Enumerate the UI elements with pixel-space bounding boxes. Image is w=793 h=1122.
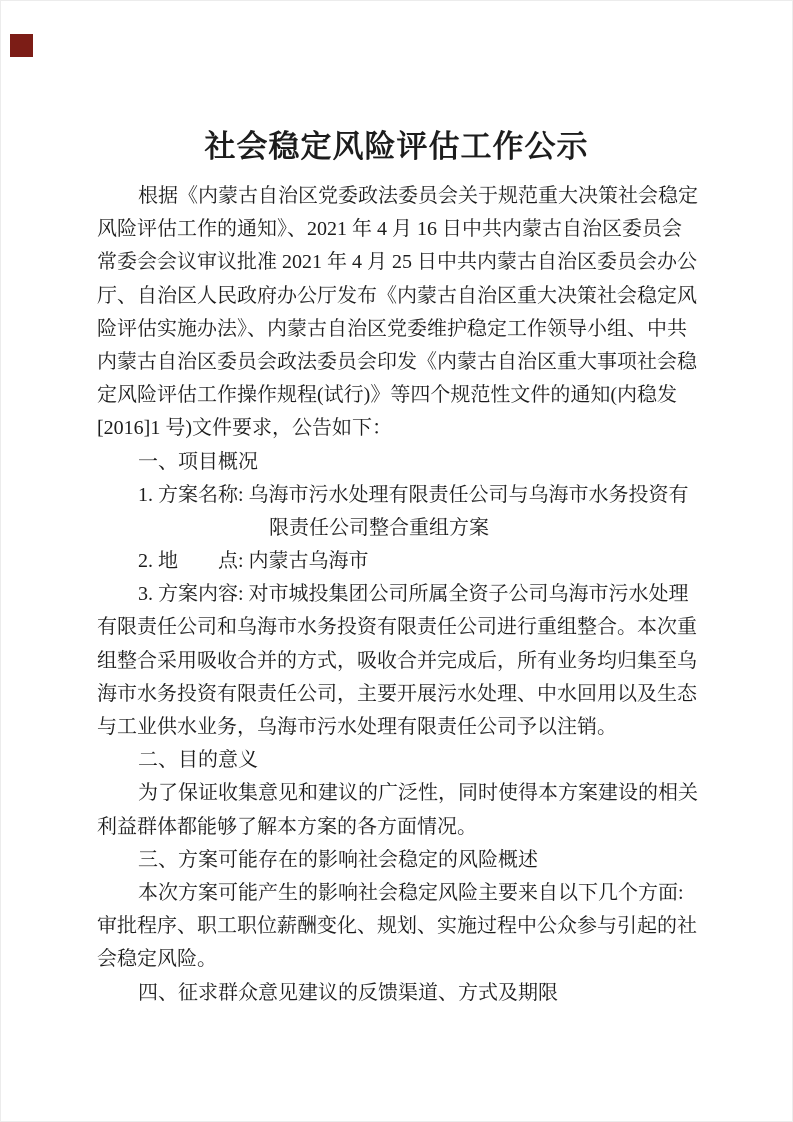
body-line: 会稳定风险。 [97,948,217,971]
body-line: 2. 地 点: 内蒙古乌海市 [138,550,369,573]
body-line: 厅、自治区人民政府办公厅发布《内蒙古自治区重大决策社会稳定风 [97,284,697,307]
body-line: 有限责任公司和乌海市水务投资有限责任公司进行重组整合。本次重 [97,616,697,639]
body-line: 为了保证收集意见和建议的广泛性，同时使得本方案建设的相关 [138,782,698,805]
body-line: 本次方案可能产生的影响社会稳定风险主要来自以下几个方面: [138,881,684,904]
body-line: 风险评估工作的通知》、2021 年 4 月 16 日中共内蒙古自治区委员会 [97,218,682,241]
body-line: 利益群体都能够了解本方案的各方面情况。 [97,815,477,838]
body-line: 根据《内蒙古自治区党委政法委员会关于规范重大决策社会稳定 [138,185,698,207]
body-line: 常委会会议审议批准 2021 年 4 月 25 日中共内蒙古自治区委员会办公 [97,251,697,274]
body-line: 审批程序、职工职位薪酬变化、规划、实施过程中公众参与引起的社 [97,915,697,938]
page-title: 社会稳定风险评估工作公示 [204,128,589,164]
body-line: 定风险评估工作操作规程(试行)》等四个规范性文件的通知(内稳发 [97,384,677,407]
body-line: 内蒙古自治区委员会政法委员会印发《内蒙古自治区重大事项社会稳 [97,350,697,373]
section-heading: 二、目的意义 [138,749,258,772]
body-line: 与工业供水业务，乌海市污水处理有限责任公司予以注销。 [97,716,617,738]
body-line: 险评估实施办法》、内蒙古自治区党委维护稳定工作领导小组、中共 [97,317,687,340]
section-heading: 四、征求群众意见建议的反馈渠道、方式及期限 [138,981,558,1004]
section-heading: 一、项目概况 [138,450,258,473]
corner-mark [10,34,33,57]
body-line: [2016]1 号)文件要求，公告如下： [97,417,392,440]
section-heading: 三、方案可能存在的影响社会稳定的风险概述 [138,848,538,871]
body-line: 1. 方案名称: 乌海市污水处理有限责任公司与乌海市水务投资有 [138,483,689,506]
body-line: 组整合采用吸收合并的方式，吸收合并完成后，所有业务均归集至乌 [97,649,697,672]
body-line: 海市水务投资有限责任公司，主要开展污水处理、中水回用以及生态 [97,682,697,705]
body-line: 3. 方案内容: 对市城投集团公司所属全资子公司乌海市污水处理 [138,583,689,606]
document-body [97,180,701,1010]
body-line: 限责任公司整合重组方案 [269,516,489,539]
